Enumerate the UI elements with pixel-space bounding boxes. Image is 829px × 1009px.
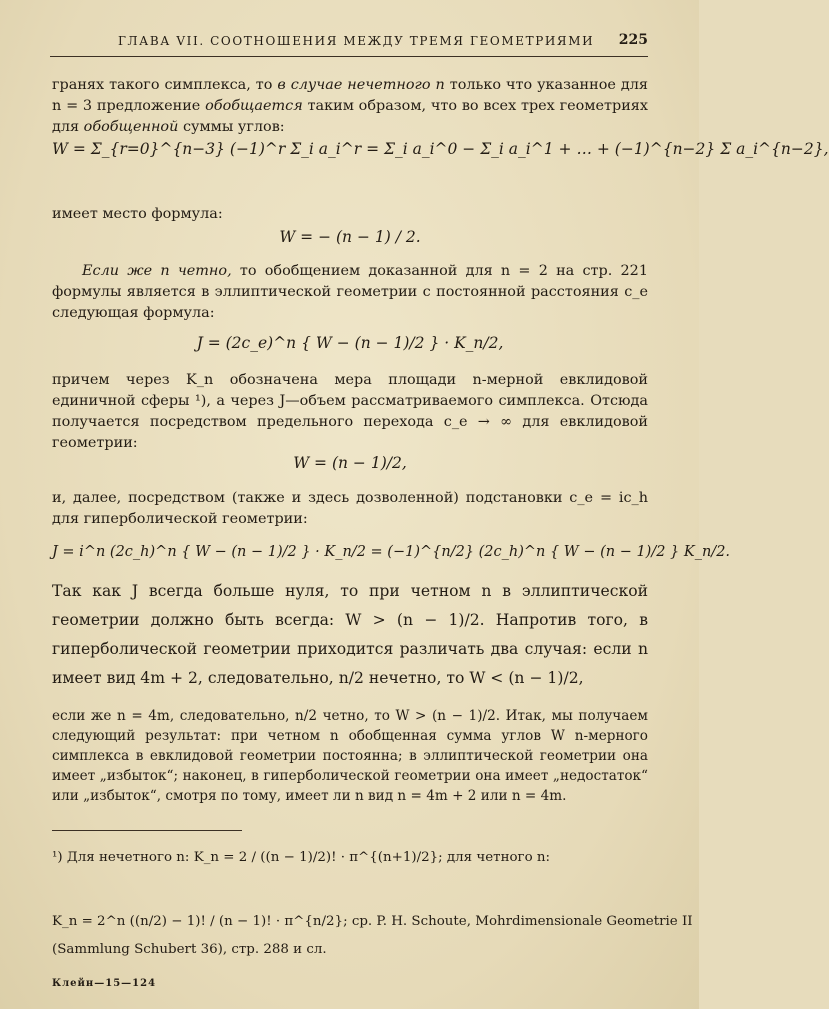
printer-signature: Клейн—15—124 <box>52 978 157 989</box>
formula-hyperbolic: J = i^n (2c_h)^n { W − (n − 1)/2 } · K_n/2 = (−1)^{n/2} (2c_h)^n { W − (n − 1)/2 } K_n/2. <box>52 544 731 560</box>
paragraph-3: Если же n четно, то обобщением доказанной для n = 2 на стр. 221 формулы является в эллиптической геометрии с постоянной расстояния c_e следующая формула: <box>52 263 648 321</box>
paragraph-1: гранях такого симплекса, то в случае нечетного n только что указанное для n = 3 предложение обобщается таким образом, что во всех трех геометриях для обобщенной суммы углов: <box>52 77 648 135</box>
footnote-line-3: (Sammlung Schubert 36), стр. 288 и сл. <box>52 942 327 957</box>
footnote-line-1: ¹) Для нечетного n: K_n = 2 / ((n − 1)/2)! · π^{(n+1)/2}; для четного n: <box>52 850 551 865</box>
header-rule <box>50 56 648 57</box>
paragraph-4: причем через K_n обозначена мера площади n-мерной евклидовой единичной сферы ¹), а через J—объем рассматриваемого симплекса. Отсюда получается посредством предельного перехода c_e → ∞ для евклидовой геометрии: <box>52 372 648 451</box>
footnote-line-2: K_n = 2^n ((n/2) − 1)! / (n − 1)! · π^{n/2}; ср. P. H. Schoute, Mohrdimensionale Geometrie II <box>52 914 693 929</box>
paragraph-6a: Так как J всегда больше нуля, то при четном n в эллиптической геометрии должно быть всегда: W > (n − 1)/2. Напротив того, в гиперболической геометрии приходится различать два случая: если n имеет вид 4m + 2, следовательно, n/2 нечетно, то W < (n − 1)/2, <box>52 582 648 687</box>
formula-euclidean: W = (n − 1)/2, <box>293 454 407 472</box>
formula-elliptic: J = (2c_e)^n { W − (n − 1)/2 } · K_n/2, <box>196 334 504 352</box>
header-title: ГЛАВА VII. СООТНОШЕНИЯ МЕЖДУ ТРЕМЯ ГЕОМЕТРИЯМИ <box>118 34 595 48</box>
paragraph-2: имеет место формула: <box>52 206 223 222</box>
running-header <box>118 34 648 48</box>
footnote-rule <box>52 830 242 831</box>
page-number: 225 <box>618 32 648 48</box>
formula-odd-case: W = − (n − 1) / 2. <box>279 228 421 246</box>
formula-generalized-sum: W = Σ_{r=0}^{n−3} (−1)^r Σ_i a_i^r = Σ_i a_i^0 − Σ_i a_i^1 + … + (−1)^{n−2} Σ a_i^{n−2}, <box>52 140 829 158</box>
footnote-marker: ¹) <box>52 850 63 865</box>
paragraph-5: и, далее, посредством (также и здесь дозволенной) подстановки c_e = ic_h для гиперболической геометрии: <box>52 490 648 527</box>
paragraph-6b: если же n = 4m, следовательно, n/2 четно, то W > (n − 1)/2. Итак, мы получаем следующий результат: при четном n обобщенная сумма углов W n-мерного симплекса в евклидовой геометрии постоянна; в эллиптической геометрии она имеет „избыток“; наконец, в гиперболической геометрии она имеет „недостаток“ или „избыток“, смотря по тому, имеет ли n вид n = 4m + 2 или n = 4m. <box>52 708 648 804</box>
